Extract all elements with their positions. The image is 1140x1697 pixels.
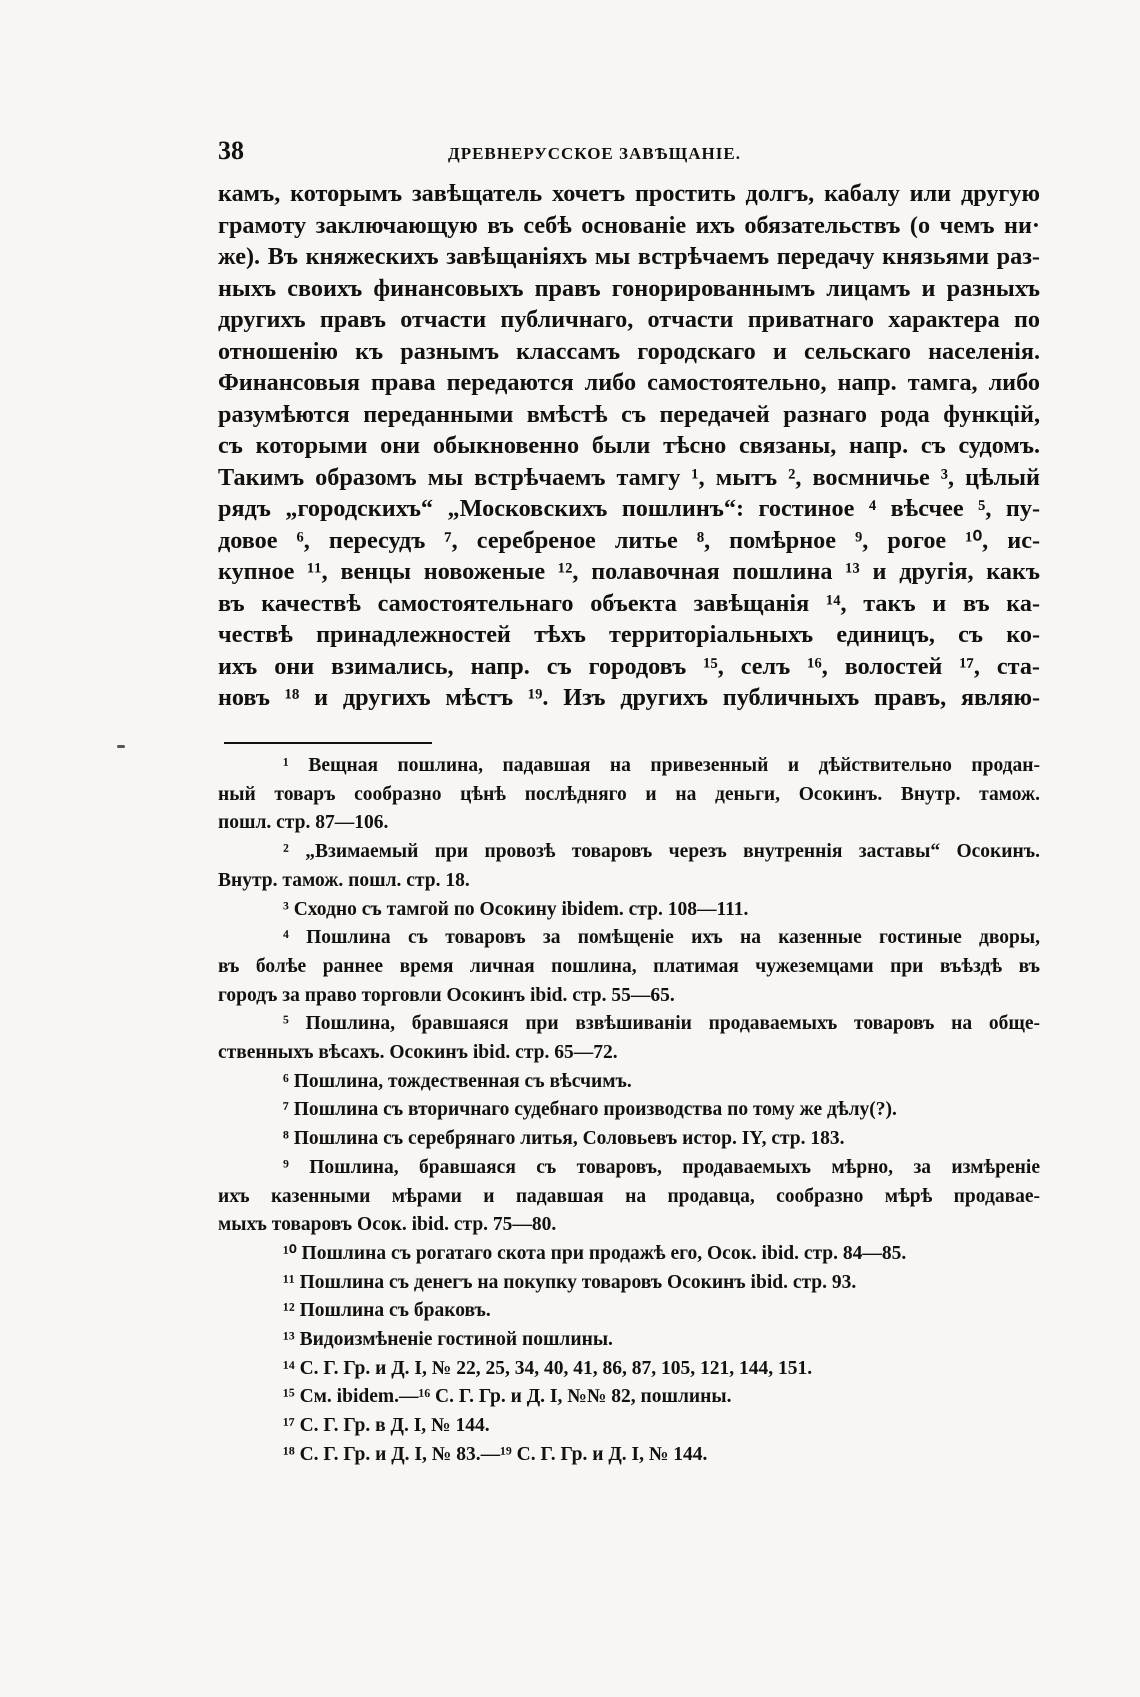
body-line: разумѣются переданными вмѣстѣ съ передачей разнаго рода функцій,	[218, 400, 1040, 428]
footnote-line: ¹⁴ С. Г. Гр. и Д. I, № 22, 25, 34, 40, 41, 86, 87, 105, 121, 144, 151.	[283, 1357, 813, 1379]
body-line: же). Въ княжескихъ завѣщаніяхъ мы встрѣчаемъ передачу князьями раз-	[218, 243, 1040, 270]
footnote-line: мыхъ товаровъ Осок. ibid. стр. 75—80.	[218, 1214, 557, 1236]
footnote-line: въ болѣе раннее время личная пошлина, платимая чужеземцами при въѣздѣ въ	[218, 955, 1040, 977]
page-number: 38	[218, 136, 244, 165]
body-line: новъ ¹⁸ и другихъ мѣстъ ¹⁹. Изъ другихъ публичныхъ правъ, являю-	[218, 684, 1040, 711]
body-line: довое ⁶, пересудъ ⁷, серебреное литье ⁸, помѣрное ⁹, рогое ¹⁰, ис-	[218, 526, 1040, 554]
body-line: рядъ „городскихъ“ „Московскихъ пошлинъ“: гостиное ⁴ вѣсчее ⁵, пу-	[218, 495, 1040, 522]
footnote-line: ственныхъ вѣсахъ. Осокинъ ibid. стр. 65—72.	[218, 1042, 618, 1064]
body-line: чествѣ принадлежностей тѣхъ территоріальныхъ единицъ, съ ко-	[218, 621, 1040, 648]
footnote-line: ³ Сходно съ тамгой по Осокину ibidem. стр. 108—111.	[283, 898, 749, 920]
footnote-line: ⁶ Пошлина, тождественная съ вѣсчимъ.	[283, 1070, 632, 1092]
footnote-line: ² „Взимаемый при провозѣ товаровъ черезъ внутреннія заставы“ Осокинъ.	[283, 841, 1040, 863]
body-line: другихъ правъ отчасти публичнаго, отчасти приватнаго характера по	[218, 306, 1040, 333]
scan-speck	[117, 745, 125, 748]
footnote-line: ⁷ Пошлина съ вторичнаго судебнаго производства по тому же дѣлу(?).	[283, 1099, 897, 1121]
footnote-line: ¹⁵ См. ibidem.—¹⁶ С. Г. Гр. и Д. I, №№ 82, пошлины.	[283, 1386, 732, 1408]
footnote-line: ¹⁸ С. Г. Гр. и Д. I, № 83.—¹⁹ С. Г. Гр. и Д. I, № 144.	[283, 1443, 708, 1465]
body-text	[218, 178, 1040, 714]
footnote-line: ¹⁰ Пошлина съ рогатаго скота при продажѣ его, Осок. ibid. стр. 84—85.	[283, 1242, 907, 1264]
footnote-line: ¹⁷ С. Г. Гр. в Д. I, № 144.	[283, 1415, 490, 1437]
footnote-line: пошл. стр. 87—106.	[218, 812, 389, 834]
footnote-rule	[224, 742, 432, 744]
body-line: съ которыми они обыкновенно были тѣсно связаны, напр. съ судомъ.	[218, 432, 1040, 459]
body-line: Финансовыя права передаются либо самостоятельно, напр. тамга, либо	[218, 369, 1040, 396]
footnote-line: ¹³ Видоизмѣненіе гостиной пошлины.	[283, 1329, 613, 1351]
footnotes	[218, 752, 1040, 1470]
footnote-line: ⁸ Пошлина съ серебрянаго литья, Соловьевъ истор. IY, стр. 183.	[283, 1128, 845, 1150]
footnote-line: ⁵ Пошлина, бравшаяся при взвѣшиваніи продаваемыхъ товаровъ на обще-	[283, 1013, 1040, 1035]
footnote-line: ⁹ Пошлина, бравшаяся съ товаровъ, продаваемыхъ мѣрно, за измѣреніе	[283, 1156, 1040, 1178]
body-line: купное ¹¹, венцы новоженые ¹², полавочная пошлина ¹³ и другія, какъ	[218, 558, 1040, 585]
footnote-line: ный товаръ сообразно цѣнѣ послѣдняго и на деньги, Осокинъ. Внутр. тамож.	[218, 783, 1040, 805]
footnote-line: ⁴ Пошлина съ товаровъ за помѣщеніе ихъ на казенные гостиные дворы,	[283, 927, 1040, 949]
body-line: ихъ они взимались, напр. съ городовъ ¹⁵, селъ ¹⁶, волостей ¹⁷, ста-	[218, 652, 1040, 680]
footnote-line: Внутр. тамож. пошл. стр. 18.	[218, 869, 470, 891]
body-line: въ качествѣ самостоятельнаго объекта завѣщанія ¹⁴, такъ и въ ка-	[218, 589, 1040, 617]
footnote-line: городъ за право торговли Осокинъ ibid. стр. 55—65.	[218, 984, 675, 1006]
footnote-line: ¹ Вещная пошлина, падавшая на привезенный и дѣйствительно продан-	[283, 755, 1040, 776]
running-title: ДРЕВНЕРУССКОЕ ЗАВѢЩАНІЕ.	[448, 144, 741, 163]
body-line: камъ, которымъ завѣщатель хочетъ простить долгъ, кабалу или другую	[218, 180, 1040, 207]
page-header	[218, 136, 1058, 176]
footnote-line: ихъ казенными мѣрами и падавшая на продавца, сообразно мѣрѣ продавае-	[218, 1185, 1040, 1207]
footnote-line: ¹² Пошлина съ браковъ.	[283, 1300, 491, 1322]
footnote-line: ¹¹ Пошлина съ денегъ на покупку товаровъ Осокинъ ibid. стр. 93.	[283, 1271, 857, 1293]
body-line: ныхъ своихъ финансовыхъ правъ гонорированнымъ лицамъ и разныхъ	[218, 274, 1040, 302]
body-line: отношенію къ разнымъ классамъ городскаго и сельскаго населенія.	[218, 337, 1040, 365]
body-line: Такимъ образомъ мы встрѣчаемъ тамгу ¹, мытъ ², восмничье ³, цѣлый	[218, 463, 1040, 491]
body-line: грамоту заключающую въ себѣ основаніе ихъ обязательствъ (о чемъ ни·	[218, 211, 1040, 239]
